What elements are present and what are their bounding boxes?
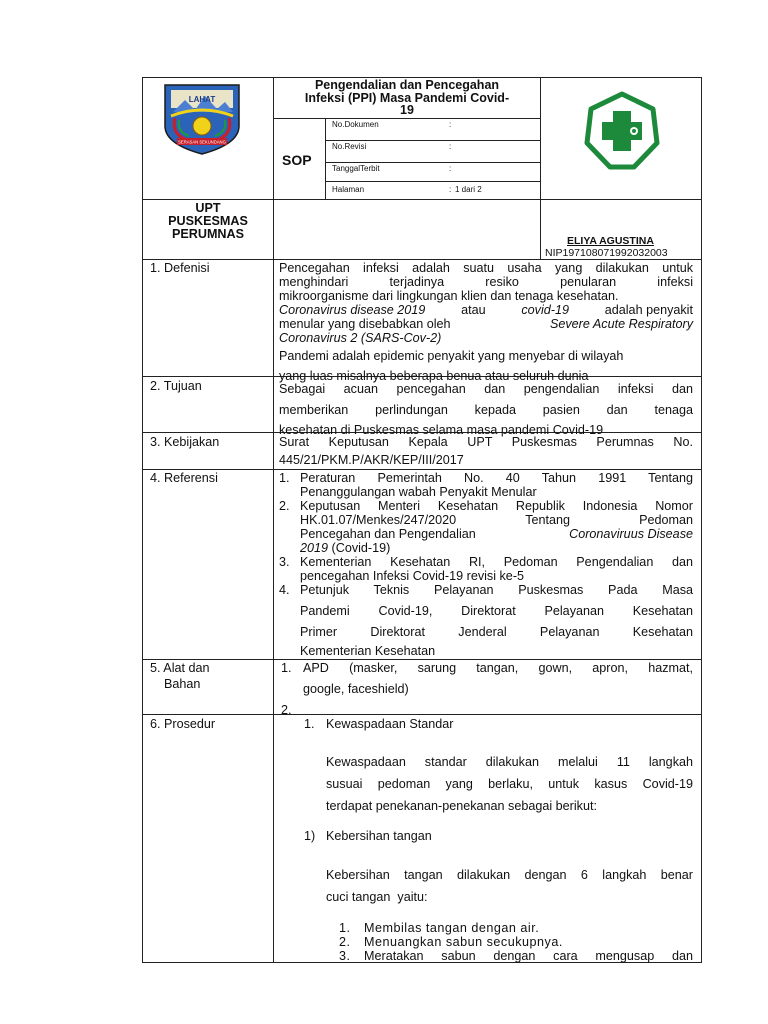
list-number: 1) [304,829,316,843]
heading-text: Kewaspadaan Standar [326,717,454,731]
text-line: Peraturan Pemerintah No. 40 Tahun 1991 Tentang [300,471,693,485]
meta-label: No.Dokumen [332,120,379,129]
text-line [279,317,693,331]
sop-label: SOP [282,152,312,168]
text-line: Surat Keputusan Kepala UPT Puskesmas Perumnas No. [279,435,693,449]
defenisi-content [279,261,693,383]
text-line: memberikan perlindungan kepada pasien dan tenaga [279,403,693,417]
heading-text: Kebersihan tangan [326,829,432,843]
text-line: Pandemi Covid-19, Direktorat Pelayanan Kesehatan [300,604,693,618]
word: infeksi [657,275,693,289]
text-line [279,303,693,317]
list-number: 2. [279,499,290,513]
text-line: cuci tangan yaitu: [326,890,428,904]
meta-row-halaman [332,185,537,195]
title-line: Infeksi (PPI) Masa Pandemi Covid- [304,90,510,105]
text-line: Kewaspadaan standar dilakukan melalui 11 langkah [326,755,693,769]
meta-label: Halaman [332,185,365,194]
word: Pencegahan dan Pengendalian [300,527,480,541]
word: (Covid-19) [328,541,391,555]
text-line [279,275,693,289]
text-line: Sebagai acuan pencegahan dan pengendalian infeksi dan [279,382,693,396]
list-number: 2. [281,703,292,717]
text-line: Keputusan Menteri Kesehatan Republik Indonesia Nomor [300,499,693,513]
text-line: Kementerian Kesehatan [300,644,436,658]
steps-list [339,921,693,963]
list-item [339,921,693,935]
org-line: PUSKESMAS [168,214,248,228]
meta-sep: : [449,142,452,151]
text-line [300,513,693,527]
meta-label: TanggalTerbit [332,164,380,173]
row-label-defenisi: 1. Defenisi [150,261,210,275]
document-title [274,79,540,117]
signer-nip: NIP197108071992032003 [545,247,668,259]
text-line: Primer Direktorat Jenderal Pelayanan Kesehatan [300,625,693,639]
meta-sep: : [449,164,452,173]
term: Severe Acute Respiratory [549,317,693,331]
list-number: 3. [339,949,351,963]
list-number: 1. [304,717,315,731]
org-line: PERUMNAS [171,227,245,241]
kebijakan-content [279,435,693,468]
row-label-kebijakan: 3. Kebijakan [150,435,220,449]
text-line: Petunjuk Teknis Pelayanan Puskesmas Pada Masa [300,583,693,597]
text-line: mikroorganisme dari lingkungan klien dan tenaga kesehatan. [279,289,619,303]
meta-row-tanggal-terbit [332,164,537,174]
term: Coronavirus disease 2019 [279,303,426,317]
sop-document [142,77,702,963]
row-label-prosedur: 6. Prosedur [150,717,216,731]
step-text: Meratakan sabun dengan cara mengusap dan [364,949,693,963]
text-line [300,541,693,555]
tujuan-content [279,379,693,437]
organization-name [144,202,272,241]
paragraph [326,864,693,908]
text-line: APD (masker, sarung tangan, gown, apron, hazmat, [303,661,693,675]
list-item [279,703,693,717]
term: 2019 [300,541,329,555]
text-line: yang luas misalnya beberapa benua atau seluruh dunia [279,369,589,383]
word: adalah penyakit [601,303,693,317]
text-line: Coronavirus 2 (SARS-Cov-2) [279,331,442,345]
puskesmas-logo [582,91,662,171]
word: terjadinya [389,275,445,289]
word: menghindari [279,275,349,289]
title-line: Pengendalian dan Pencegahan [314,78,500,92]
text-line: Kementerian Kesehatan RI, Pedoman Pengendalian dan [300,555,693,569]
list-number: 2. [339,935,351,949]
title-line: 19 [400,103,414,118]
step-text: Menuangkan sabun secukupnya. [364,935,563,949]
meta-sep: : [449,120,452,129]
text-line: Pandemi adalah epidemic penyakit yang menyebar di wilayah [279,349,624,363]
word: menular yang disebabkan oleh [279,317,455,331]
list-item [279,583,693,659]
word: penularan [560,275,617,289]
regency-logo [161,82,243,156]
word: HK.01.07/Menkes/247/2020 [300,513,457,527]
meta-sep: : [449,185,452,194]
term: Coronaviruus Disease [569,527,693,541]
list-item [279,661,693,696]
list-item [279,499,693,555]
meta-row-no-dokumen [332,120,537,130]
text-line: terdapat penekanan-penekanan sebagai berikut: [326,799,597,813]
row-label-alat-bahan [150,661,210,691]
step-text: Membilas tangan dengan air. [364,921,540,935]
text-line [300,527,693,541]
list-item [279,471,693,499]
word: Tentang [525,513,571,527]
list-item [279,555,693,583]
referensi-list [279,471,693,659]
label-line: 5. Alat dan [150,661,210,675]
list-number: 1. [279,471,290,485]
meta-row-no-revisi [332,142,537,152]
label-line: Bahan [164,677,201,691]
row-label-tujuan: 2. Tujuan [150,379,202,393]
text-line: kesehatan di Puskesmas selama masa pandemi Covid-19 [279,423,604,437]
text-line: susuai pedoman yang berlaku, untuk kasus Covid-19 [326,777,693,791]
text-line: Pencegahan infeksi adalah suatu usaha yang dilakukan untuk [279,261,693,275]
text-line: Kebersihan tangan dilakukan dengan 6 langkah benar [326,868,693,882]
alat-bahan-list [279,661,693,717]
list-number: 1. [281,661,292,675]
list-item [339,949,693,963]
org-line: UPT [195,201,221,215]
word: resiko [485,275,519,289]
list-number: 3. [279,555,290,569]
text-line: 445/21/PKM.P/AKR/KEP/III/2017 [279,453,464,467]
svg-text:SERASAN SEKUNDANG: SERASAN SEKUNDANG [178,139,226,145]
svg-text:LAHAT: LAHAT [188,95,216,104]
text-line: Penanggulangan wabah Penyakit Menular [300,485,537,499]
signer-name: ELIYA AGUSTINA [567,235,654,247]
text-line: google, faceshield) [303,682,409,696]
list-number: 1. [339,921,351,935]
meta-value-halaman: 1 dari 2 [455,185,482,194]
meta-label: No.Revisi [332,142,367,151]
text-line: pencegahan Infeksi Covid-19 revisi ke-5 [300,569,525,583]
list-item [339,935,693,949]
list-number: 4. [279,583,290,597]
paragraph [326,751,693,817]
word: Pedoman [639,513,693,527]
term: covid-19 [521,303,569,317]
row-label-referensi: 4. Referensi [150,471,218,485]
word: atau [457,303,490,317]
